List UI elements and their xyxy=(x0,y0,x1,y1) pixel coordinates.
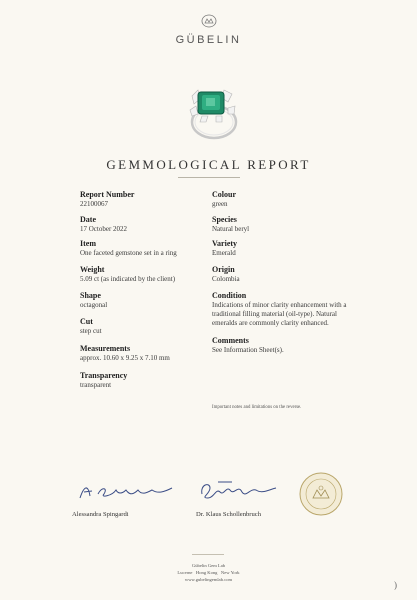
field-shape xyxy=(80,291,205,310)
gubelin-gem-lab-seal xyxy=(298,471,344,517)
field-value: transparent xyxy=(80,381,112,389)
field-label: Colour xyxy=(212,190,236,199)
field-value: Emerald xyxy=(212,249,236,257)
field-label: Origin xyxy=(212,265,235,274)
right-column xyxy=(212,190,352,355)
field-cut xyxy=(80,317,205,336)
gubelin-crest-icon xyxy=(201,14,217,28)
field-label: Condition xyxy=(212,291,247,300)
field-label: Transparency xyxy=(80,371,128,380)
field-label: Item xyxy=(80,239,96,248)
field-value: One faceted gemstone set in a ring xyxy=(80,249,177,257)
signature-spingardi xyxy=(72,480,182,502)
field-origin xyxy=(212,265,352,284)
field-value: Colombia xyxy=(212,275,240,283)
field-label: Cut xyxy=(80,317,93,326)
field-label: Variety xyxy=(212,239,238,248)
signature-schollenbruch xyxy=(196,478,286,502)
field-condition xyxy=(212,291,352,328)
limitations-note: Important notes and limitations on the reverse. xyxy=(212,405,302,410)
field-label: Report Number xyxy=(80,190,135,199)
signature-block-left xyxy=(72,480,192,518)
field-report-number xyxy=(80,190,205,209)
field-weight xyxy=(80,265,205,284)
field-value: approx. 10.60 x 9.25 x 7.10 mm xyxy=(80,354,170,362)
signatory-name-left: Alessandra Spingardi xyxy=(72,511,129,518)
footer xyxy=(0,562,417,583)
field-value: See Information Sheet(s). xyxy=(212,346,284,354)
field-value: 17 October 2022 xyxy=(80,225,128,233)
field-variety xyxy=(212,239,352,258)
field-value: 5.09 ct (as indicated by the client) xyxy=(80,275,176,283)
left-column xyxy=(80,190,205,390)
field-item xyxy=(80,239,205,258)
field-label: Shape xyxy=(80,291,101,300)
footer-cities: Lucerne Hong Kong New York xyxy=(177,570,240,575)
corner-mark: ) xyxy=(394,580,397,590)
field-value: octagonal xyxy=(80,301,108,309)
field-label: Comments xyxy=(212,336,249,345)
field-comments xyxy=(212,336,352,355)
footer-lab-name: Gübelin Gem Lab xyxy=(191,563,226,568)
field-value: Indications of minor clarity enhancement with a traditional filling material (oil-type). Natural emeralds are commonly clarity enhanced. xyxy=(212,301,347,327)
field-value: Natural beryl xyxy=(212,225,250,233)
title-divider xyxy=(178,177,240,178)
field-value: green xyxy=(212,200,228,208)
field-date xyxy=(80,215,205,234)
signatory-name-middle: Dr. Klaus Schollenbruch xyxy=(196,511,262,518)
brand-name: GÜBELIN xyxy=(175,34,242,46)
field-measurements xyxy=(80,344,205,363)
field-species xyxy=(212,215,352,234)
report-title: GEMMOLOGICAL REPORT xyxy=(106,157,311,172)
field-transparency xyxy=(80,371,205,390)
field-colour xyxy=(212,190,352,209)
brand-header xyxy=(0,14,417,46)
field-label: Species xyxy=(212,215,237,224)
field-label: Weight xyxy=(80,265,105,274)
field-label: Measurements xyxy=(80,344,131,353)
field-label: Date xyxy=(80,215,96,224)
field-value: 22100067 xyxy=(80,200,108,208)
emerald-ring-photo xyxy=(178,82,244,148)
footer-url: www.gubelingemlab.com xyxy=(184,577,233,582)
field-value: step cut xyxy=(80,327,102,335)
footer-divider xyxy=(192,554,224,555)
